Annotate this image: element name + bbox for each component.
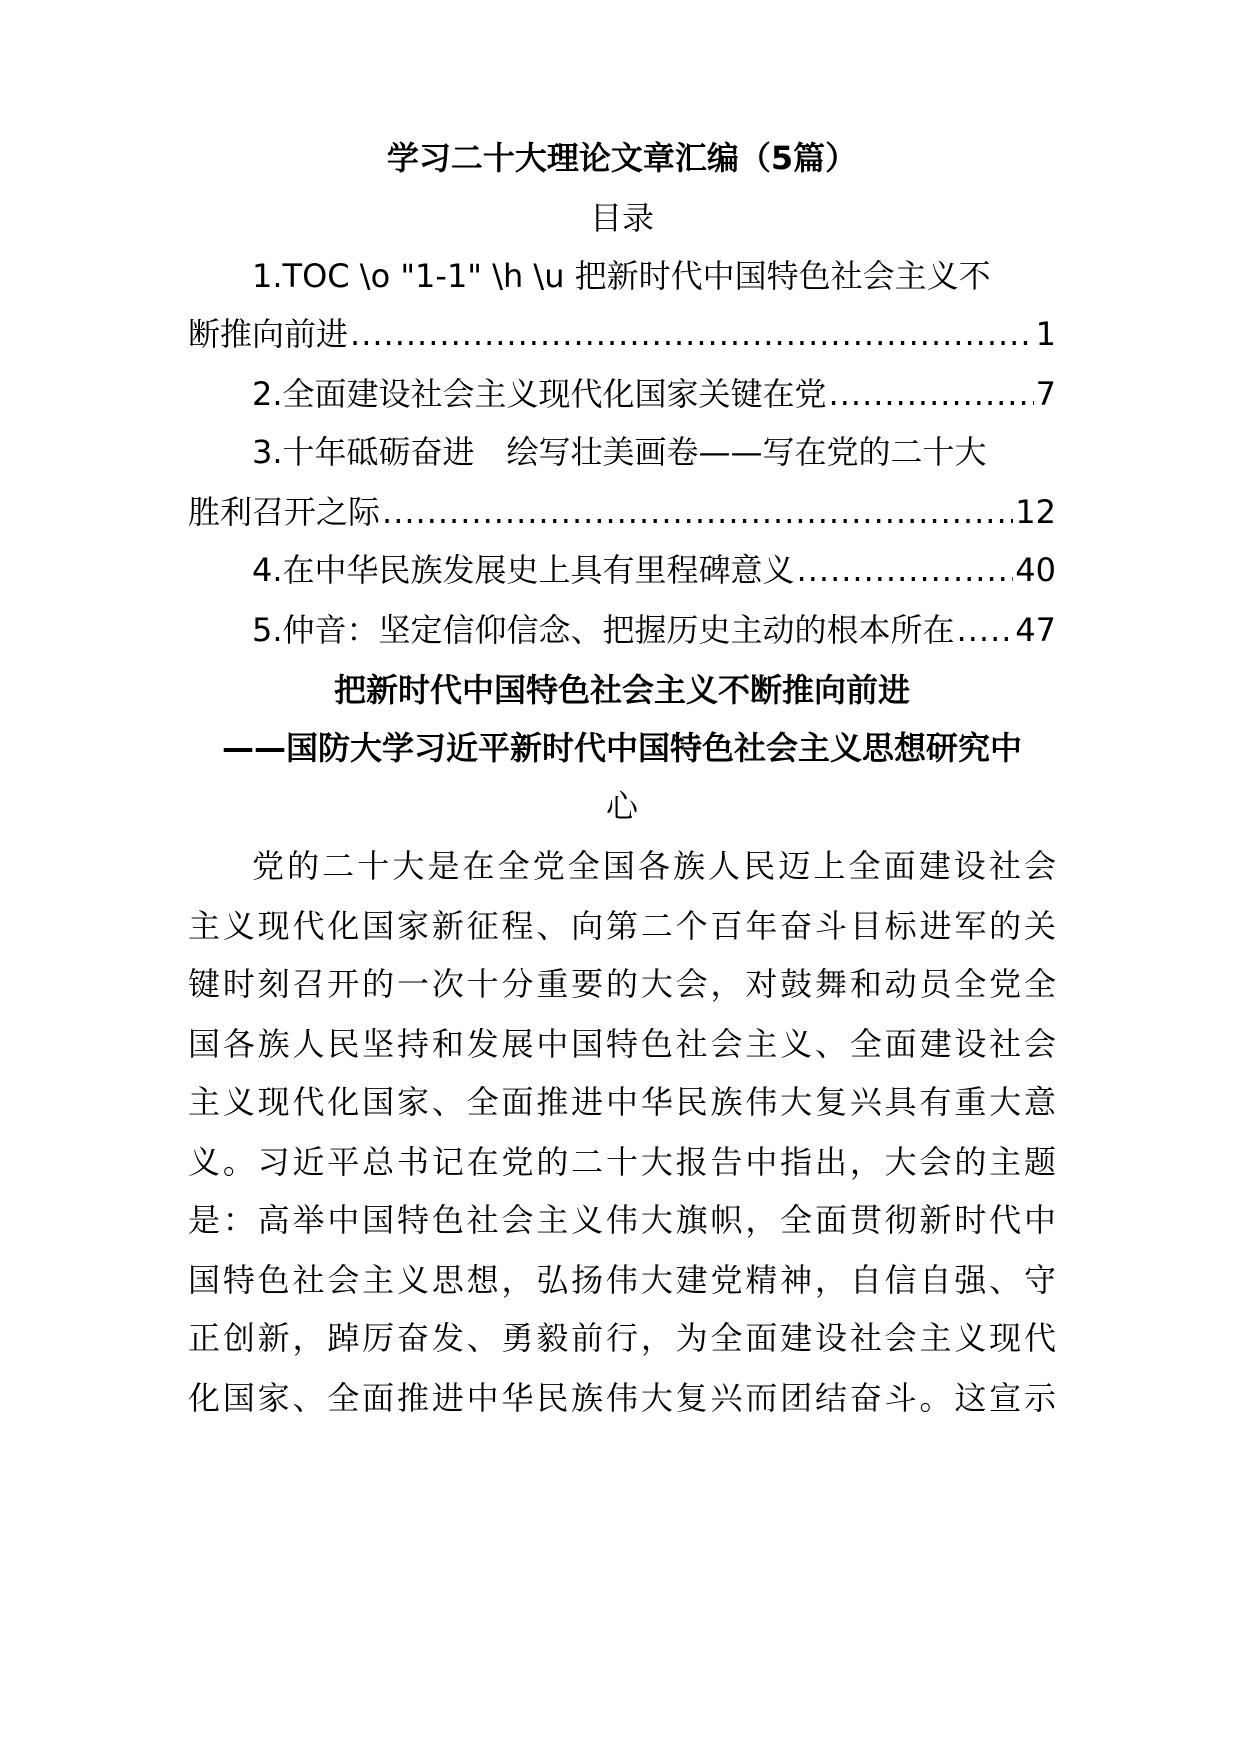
body-line: 键时刻召开的一次十分重要的大会，对鼓舞和动员全党全: [188, 965, 1056, 1003]
toc-entry-text: 4.在中华民族发展史上具有里程碑意义: [252, 551, 795, 589]
article-title: 把新时代中国特色社会主义不断推向前进: [333, 671, 910, 709]
body-line: 国各族人民坚持和发展中国特色社会主义、全面建设社会: [188, 1025, 1056, 1063]
toc-entry-3-line2[interactable]: [188, 490, 1056, 534]
document-page: [188, 0, 1056, 1754]
toc-leader-dots: [350, 312, 1034, 356]
toc-page-number: 1: [1035, 315, 1056, 353]
toc-entry-text: 胜利召开之际: [188, 493, 381, 531]
toc-entry-text: 2.全面建设社会主义现代化国家关键在党: [252, 375, 827, 413]
toc-heading: 目录: [589, 199, 654, 237]
toc-entry-3-line1[interactable]: 3.十年砥砺奋进 绘写壮美画卷——写在党的二十大: [252, 433, 987, 471]
toc-entry-text: 5.仲音：坚定信仰信念、把握历史主动的根本所在: [252, 611, 955, 649]
toc-page-number: 7: [1035, 375, 1056, 413]
document-title: 学习二十大理论文章汇编（5篇）: [386, 139, 858, 177]
body-line: 是：高举中国特色社会主义伟大旗帜，全面贯彻新时代中: [188, 1201, 1056, 1239]
article-subtitle-line2: 心: [605, 787, 638, 825]
body-line: 义。习近平总书记在党的二十大报告中指出，大会的主题: [188, 1143, 1056, 1181]
body-line: 化国家、全面推进中华民族伟大复兴而团结奋斗。这宣示: [188, 1379, 1056, 1417]
toc-page-number: 47: [1015, 611, 1056, 649]
toc-entry-1-line1[interactable]: 1.TOC \o "1-1" \h \u 把新时代中国特色社会主义不: [252, 257, 991, 295]
body-line: 党的二十大是在全党全国各族人民迈上全面建设社会: [252, 847, 1056, 885]
toc-entry-5[interactable]: [188, 608, 1056, 652]
body-line: 主义现代化国家、全面推进中华民族伟大复兴具有重大意: [188, 1083, 1056, 1121]
toc-entry-4[interactable]: [188, 548, 1056, 592]
toc-leader-dots: [829, 372, 1034, 416]
toc-leader-dots: [382, 490, 1013, 534]
toc-entry-text: 断推向前进: [188, 315, 349, 353]
body-line: 主义现代化国家新征程、向第二个百年奋斗目标进军的关: [188, 907, 1056, 945]
toc-entry-1-line2[interactable]: [188, 312, 1056, 356]
body-line: 正创新，踔厉奋发、勇毅前行，为全面建设社会主义现代: [188, 1319, 1056, 1357]
toc-leader-dots: [797, 548, 1014, 592]
body-line: 国特色社会主义思想，弘扬伟大建党精神，自信自强、守: [188, 1261, 1056, 1299]
toc-leader-dots: [957, 608, 1014, 652]
article-subtitle-line1: ——国防大学习近平新时代中国特色社会主义思想研究中: [221, 729, 1022, 767]
toc-page-number: 40: [1015, 551, 1056, 589]
toc-entry-2[interactable]: [188, 372, 1056, 416]
toc-page-number: 12: [1015, 493, 1056, 531]
